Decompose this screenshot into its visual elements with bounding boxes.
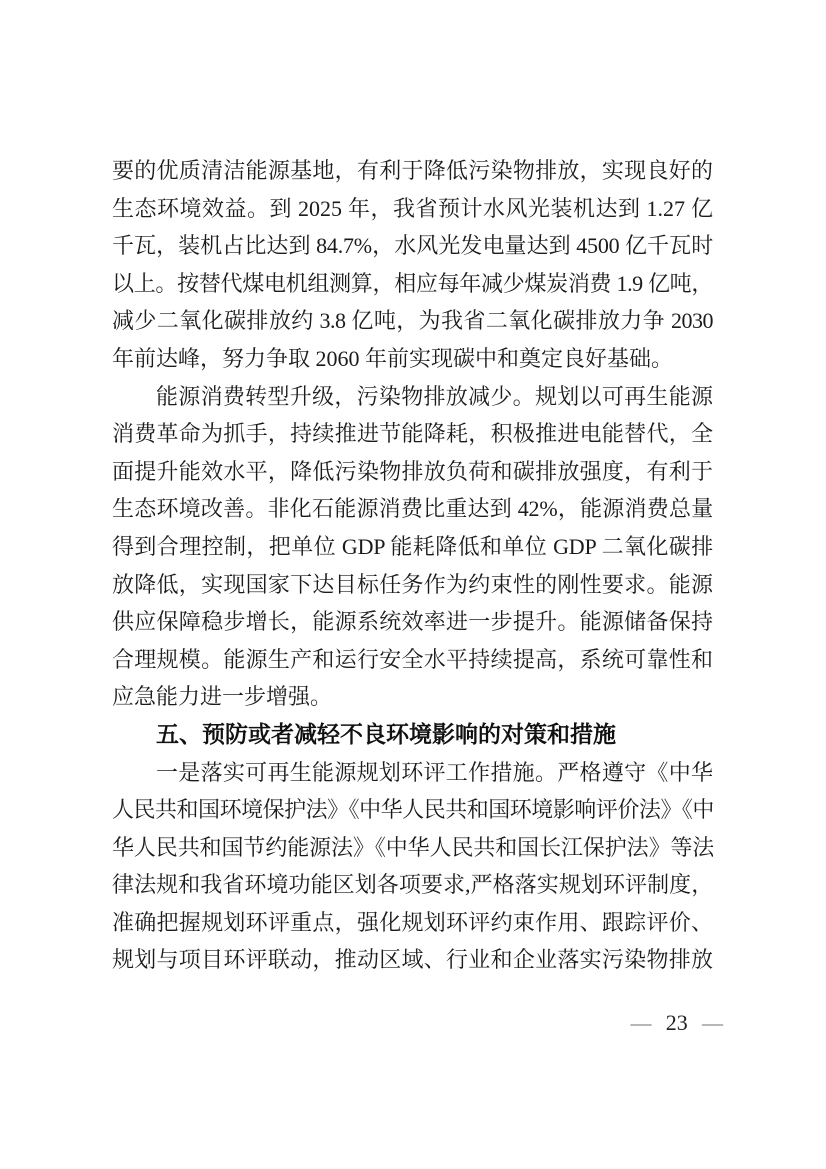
section-heading [112, 716, 713, 754]
text-line: 减少二氧化碳排放约 3.8 亿吨，为我省二氧化碳排放力争 2030 [112, 308, 713, 334]
text-line: 一是落实可再生能源规划环评工作措施。严格遵守《中华 [156, 759, 713, 785]
text-line: 五、预防或者减轻不良环境影响的对策和措施 [156, 720, 616, 747]
paragraph [112, 152, 713, 378]
text-line: 人民共和国环境保护法》《中华人民共和国环境影响评价法》《中 [112, 797, 713, 823]
text-line: 消费革命为抓手，持续推进节能降耗，积极推进电能替代，全 [112, 421, 713, 447]
text-line: 华人民共和国节约能源法》《中华人民共和国长江保护法》等法 [112, 834, 713, 860]
paragraph [112, 378, 713, 716]
text-line: 放降低，实现国家下达目标任务作为约束性的刚性要求。能源 [112, 571, 713, 597]
text-line: 千瓦，装机占比达到 84.7%，水风光发电量达到 4500 亿千瓦时 [112, 233, 713, 259]
text-line: 年前达峰，努力争取 2060 年前实现碳中和奠定良好基础。 [112, 345, 674, 371]
text-line: 规划与项目环评联动，推动区域、行业和企业落实污染物排放 [112, 947, 713, 973]
page-number-dash-right: — [702, 1011, 723, 1035]
text-line: 生态环境效益。到 2025 年，我省预计水风光装机达到 1.27 亿 [112, 195, 713, 221]
text-line: 以上。按替代煤电机组测算，相应每年减少煤炭消费 1.9 亿吨， [112, 270, 713, 296]
text-line: 能源消费转型升级，污染物排放减少。规划以可再生能源 [156, 383, 713, 409]
text-line: 合理规模。能源生产和运行安全水平持续提高，系统可靠性和 [112, 646, 713, 672]
text-line: 供应保障稳步增长，能源系统效率进一步提升。能源储备保持 [112, 609, 713, 635]
text-line: 要的优质清洁能源基地，有利于降低污染物排放，实现良好的 [112, 158, 713, 183]
page-number [631, 1008, 724, 1038]
paragraph [112, 754, 713, 980]
text-line: 得到合理控制，把单位 GDP 能耗降低和单位 GDP 二氧化碳排 [112, 533, 713, 559]
page-number-dash-left: — [630, 1011, 652, 1035]
text-line: 应急能力进一步增强。 [112, 684, 333, 710]
text-line: 准确把握规划环评重点，强化规划环评约束作用、跟踪评价、 [112, 909, 713, 935]
document-body [112, 152, 713, 979]
text-line: 生态环境改善。非化石能源消费比重达到 42%，能源消费总量 [112, 496, 713, 522]
page-number-value: 23 [665, 1010, 688, 1035]
text-line: 律法规和我省环境功能区划各项要求,严格落实规划环评制度， [112, 872, 713, 898]
text-line: 面提升能效水平，降低污染物排放负荷和碳排放强度，有利于 [112, 458, 713, 484]
